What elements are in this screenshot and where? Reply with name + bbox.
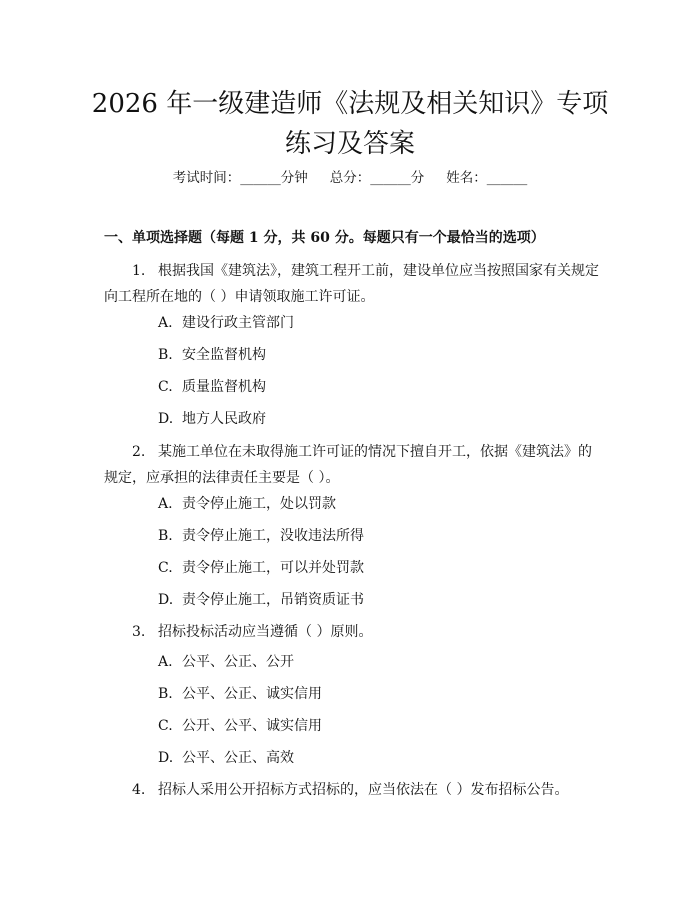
- option-text: 公平、公正、高效: [182, 750, 294, 766]
- option-3d: [158, 748, 294, 768]
- question-4: [104, 777, 602, 803]
- question-number: 3.: [132, 624, 146, 640]
- option-letter: C.: [158, 560, 173, 576]
- option-text: 安全监督机构: [182, 347, 266, 363]
- option-1a: [158, 313, 294, 333]
- question-2: [104, 439, 602, 491]
- option-letter: A.: [158, 654, 173, 670]
- option-3a: [158, 652, 294, 672]
- option-letter: C.: [158, 718, 173, 734]
- exam-name: 姓名：______: [446, 170, 528, 186]
- question-number: 4.: [132, 782, 146, 798]
- section-heading: 一、单项选择题（每题 1 分，共 60 分。每题只有一个最恰当的选项）: [104, 230, 545, 246]
- title-line-1: 2026 年一级建造师《法规及相关知识》专项: [91, 89, 609, 119]
- option-3b: [158, 684, 322, 704]
- question-text: 根据我国《建筑法》，建筑工程开工前，建设单位应当按照国家有关规定向工程所在地的（ ）申请领取施工许可证。: [104, 263, 599, 305]
- option-letter: D.: [158, 750, 174, 766]
- option-letter: B.: [158, 347, 173, 363]
- option-letter: B.: [158, 528, 173, 544]
- option-text: 责令停止施工，处以罚款: [182, 496, 336, 512]
- question-number: 1.: [132, 263, 146, 279]
- question-1: [104, 258, 602, 310]
- option-letter: B.: [158, 686, 173, 702]
- question-number: 2.: [132, 444, 146, 460]
- option-letter: A.: [158, 496, 173, 512]
- option-1b: [158, 345, 266, 365]
- option-text: 责令停止施工，没收违法所得: [182, 528, 364, 544]
- option-text: 责令停止施工，吊销资质证书: [182, 592, 364, 608]
- option-2c: [158, 558, 364, 578]
- title-line-2: 练习及答案: [284, 129, 415, 159]
- option-2b: [158, 526, 364, 546]
- option-1c: [158, 377, 266, 397]
- option-1d: [158, 409, 266, 429]
- option-text: 责令停止施工，可以并处罚款: [182, 560, 364, 576]
- option-letter: A.: [158, 315, 173, 331]
- option-text: 质量监督机构: [182, 379, 266, 395]
- question-text: 某施工单位在未取得施工许可证的情况下擅自开工，依据《建筑法》的规定，应承担的法律责任主要是（ ）。: [104, 444, 592, 486]
- option-text: 地方人民政府: [182, 411, 266, 427]
- exam-score: 总分：______分: [329, 170, 425, 186]
- option-text: 公平、公正、诚实信用: [182, 686, 322, 702]
- option-letter: C.: [158, 379, 173, 395]
- option-text: 公平、公正、公开: [182, 654, 294, 670]
- exam-time: 考试时间：______分钟: [172, 170, 308, 186]
- question-3: [104, 619, 602, 645]
- option-3c: [158, 716, 322, 736]
- question-text: 招标投标活动应当遵循（ ）原则。: [158, 624, 373, 640]
- exam-info: [0, 168, 700, 188]
- question-text: 招标人采用公开招标方式招标的，应当依法在（ ）发布招标公告。: [158, 782, 569, 798]
- option-2d: [158, 590, 364, 610]
- option-2a: [158, 494, 336, 514]
- option-letter: D.: [158, 411, 174, 427]
- document-title: [90, 84, 610, 164]
- option-text: 建设行政主管部门: [182, 315, 294, 331]
- option-letter: D.: [158, 592, 174, 608]
- option-text: 公开、公平、诚实信用: [182, 718, 322, 734]
